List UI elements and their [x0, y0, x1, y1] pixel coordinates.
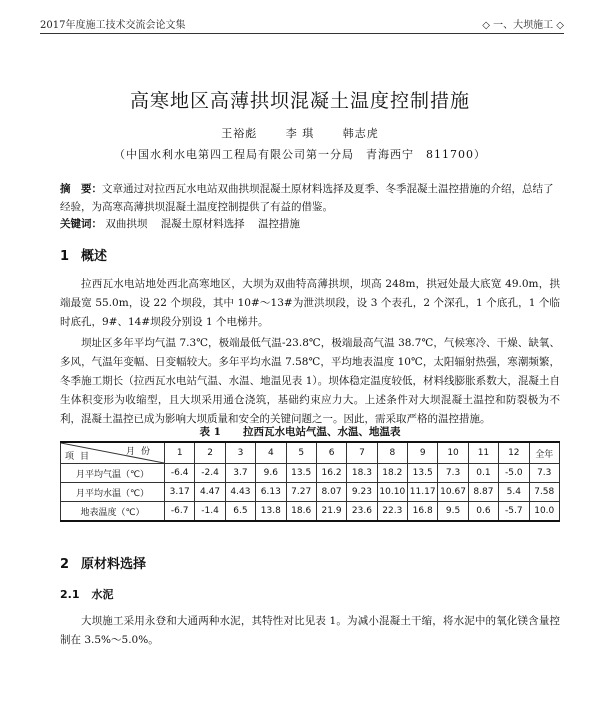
abstract-text: 文章通过对拉西瓦水电站双曲拱坝混凝土原材料选择及夏季、冬季混凝土温控措施的介绍，总结了经验，为高寒高薄拱坝混凝土温度控制提供了有益的借鉴。	[60, 183, 554, 213]
subsection-title: 水泥	[91, 588, 114, 601]
table-cell: 11.17	[408, 483, 438, 502]
header-proceedings-title: 2017年度施工技术交流会论文集	[40, 20, 186, 31]
corner-bottom-label: 项目	[65, 452, 96, 462]
table-cell: 3.17	[165, 483, 195, 502]
table-cell: 4.47	[195, 483, 225, 502]
table-cell: 8.87	[468, 483, 498, 502]
table-cell: 5.4	[499, 483, 529, 502]
abstract	[60, 180, 560, 216]
table-cell: 9.6	[256, 464, 286, 483]
table-cell: 16.2	[316, 464, 346, 483]
column-header: 4	[256, 442, 286, 464]
abstract-label: 摘 要：	[60, 183, 102, 195]
table-cell: 7.27	[286, 483, 316, 502]
temperature-table	[60, 441, 560, 522]
table-corner-cell	[61, 442, 165, 464]
table-cell: 8.07	[316, 483, 346, 502]
table-cell: 6.5	[225, 502, 255, 522]
section-number: 2	[60, 557, 70, 572]
table-cell: 13.5	[286, 464, 316, 483]
keyword: 混凝土原材料选择	[160, 218, 245, 230]
table-cell: 10.67	[438, 483, 468, 502]
table-cell: 18.3	[347, 464, 377, 483]
table-cell: 22.3	[377, 502, 407, 522]
paragraph: 大坝施工采用永登和大通两种水泥，其特性对比见表 1。为减小混凝土干缩，将水泥中的氧化镁含量控制在 3.5%～5.0%。	[60, 615, 560, 646]
running-header	[40, 16, 564, 32]
table-cell: 10.10	[377, 483, 407, 502]
table-cell: 23.6	[347, 502, 377, 522]
column-header: 全年	[529, 442, 560, 464]
header-rule	[40, 33, 564, 34]
table-cell: -5.0	[499, 464, 529, 483]
table-cell: 9.23	[347, 483, 377, 502]
table-cell: -1.4	[195, 502, 225, 522]
keyword: 温控措施	[258, 218, 301, 230]
table-cell: 0.6	[468, 502, 498, 522]
table-cell: 18.2	[377, 464, 407, 483]
table-cell: 7.58	[529, 483, 560, 502]
table-cell: -6.7	[165, 502, 195, 522]
table-cell: 0.1	[468, 464, 498, 483]
column-header: 8	[377, 442, 407, 464]
table-cell: 6.13	[256, 483, 286, 502]
table-cell: 4.43	[225, 483, 255, 502]
author-list	[0, 125, 600, 141]
row-label: 月平均气温（℃）	[61, 464, 165, 483]
table-cell: -2.4	[195, 464, 225, 483]
section-title: 概述	[81, 249, 108, 264]
column-header: 9	[408, 442, 438, 464]
column-header: 12	[499, 442, 529, 464]
author: 李 琪	[285, 127, 315, 140]
table-cell: 18.6	[286, 502, 316, 522]
table-header-row	[61, 442, 560, 464]
table-cell: 16.8	[408, 502, 438, 522]
column-header: 7	[347, 442, 377, 464]
table-cell: 13.8	[256, 502, 286, 522]
column-header: 5	[286, 442, 316, 464]
column-header: 1	[165, 442, 195, 464]
column-header: 10	[438, 442, 468, 464]
table-caption	[0, 424, 600, 439]
table-cell: 21.9	[316, 502, 346, 522]
table-row	[61, 464, 560, 483]
row-label: 地表温度（℃）	[61, 502, 165, 522]
keywords-label: 关键词：	[60, 218, 102, 230]
column-header: 2	[195, 442, 225, 464]
table-cell: 7.3	[529, 464, 560, 483]
table-cell: 3.7	[225, 464, 255, 483]
paragraph: 拉西瓦水电站地处西北高寒地区，大坝为双曲特高薄拱坝，坝高 248m，拱冠处最大底宽 49.0m，拱端最宽 55.0m，设 22 个坝段，其中 10#～13#为泄洪坝段，设 3 个表孔，2 个深孔，1 个底孔，1 个临时底孔，9#、14#坝段分别设 1 个电梯井。	[60, 278, 560, 328]
keywords	[60, 216, 560, 231]
table-cell: 9.5	[438, 502, 468, 522]
keyword: 双曲拱坝	[105, 218, 148, 230]
paper-title: 高寒地区高薄拱坝混凝土温度控制措施	[129, 90, 470, 112]
corner-top-label: 月份	[125, 447, 156, 457]
table-caption-text: 拉西瓦水电站气温、水温、地温表	[242, 426, 401, 438]
table-row	[61, 483, 560, 502]
header-section-label: ◇ 一、大坝施工 ◇	[482, 20, 564, 31]
section-title: 原材料选择	[81, 557, 147, 572]
column-header: 11	[468, 442, 498, 464]
row-label: 月平均水温（℃）	[61, 483, 165, 502]
column-header: 3	[225, 442, 255, 464]
paragraph: 坝址区多年平均气温 7.3℃，极端最低气温-23.8℃，极端最高气温 38.7℃，气候寒冷、干燥、缺氧、多风，气温年变幅、日变幅较大。多年平均水温 7.58℃，平均地表温度 10℃，太阳辐射热强，寒潮频繁，冬季施工期长（拉西瓦水电站气温、水温、地温见表 1）。坝体稳定温度较低，材料线膨胀系数大，混凝土自生体积变形为收缩型，且大坝采用通仓浇筑，基础约束应力大。上述条件对大坝混凝土温控和防裂极为不利，混凝土温控已成为影响大坝质量和安全的关键问题之一。因此，需采取严格的温控措施。	[60, 337, 560, 425]
section-heading-2	[60, 553, 146, 572]
affiliation: （中国水利水电第四工程局有限公司第一分局 青海西宁 811700）	[114, 148, 486, 161]
table-cell: 10.0	[529, 502, 560, 522]
subsection-number: 2.1	[60, 588, 80, 601]
author: 王裕彪	[221, 127, 258, 140]
table-cell: -5.7	[499, 502, 529, 522]
table-cell: 7.3	[438, 464, 468, 483]
table-number: 表 1	[199, 426, 221, 438]
author: 韩志虎	[342, 127, 379, 140]
table-row	[61, 502, 560, 522]
section-number: 1	[60, 249, 70, 264]
section-heading-1	[60, 245, 107, 264]
table-cell: 13.5	[408, 464, 438, 483]
table-cell: -6.4	[165, 464, 195, 483]
subsection-heading	[60, 586, 114, 602]
column-header: 6	[316, 442, 346, 464]
